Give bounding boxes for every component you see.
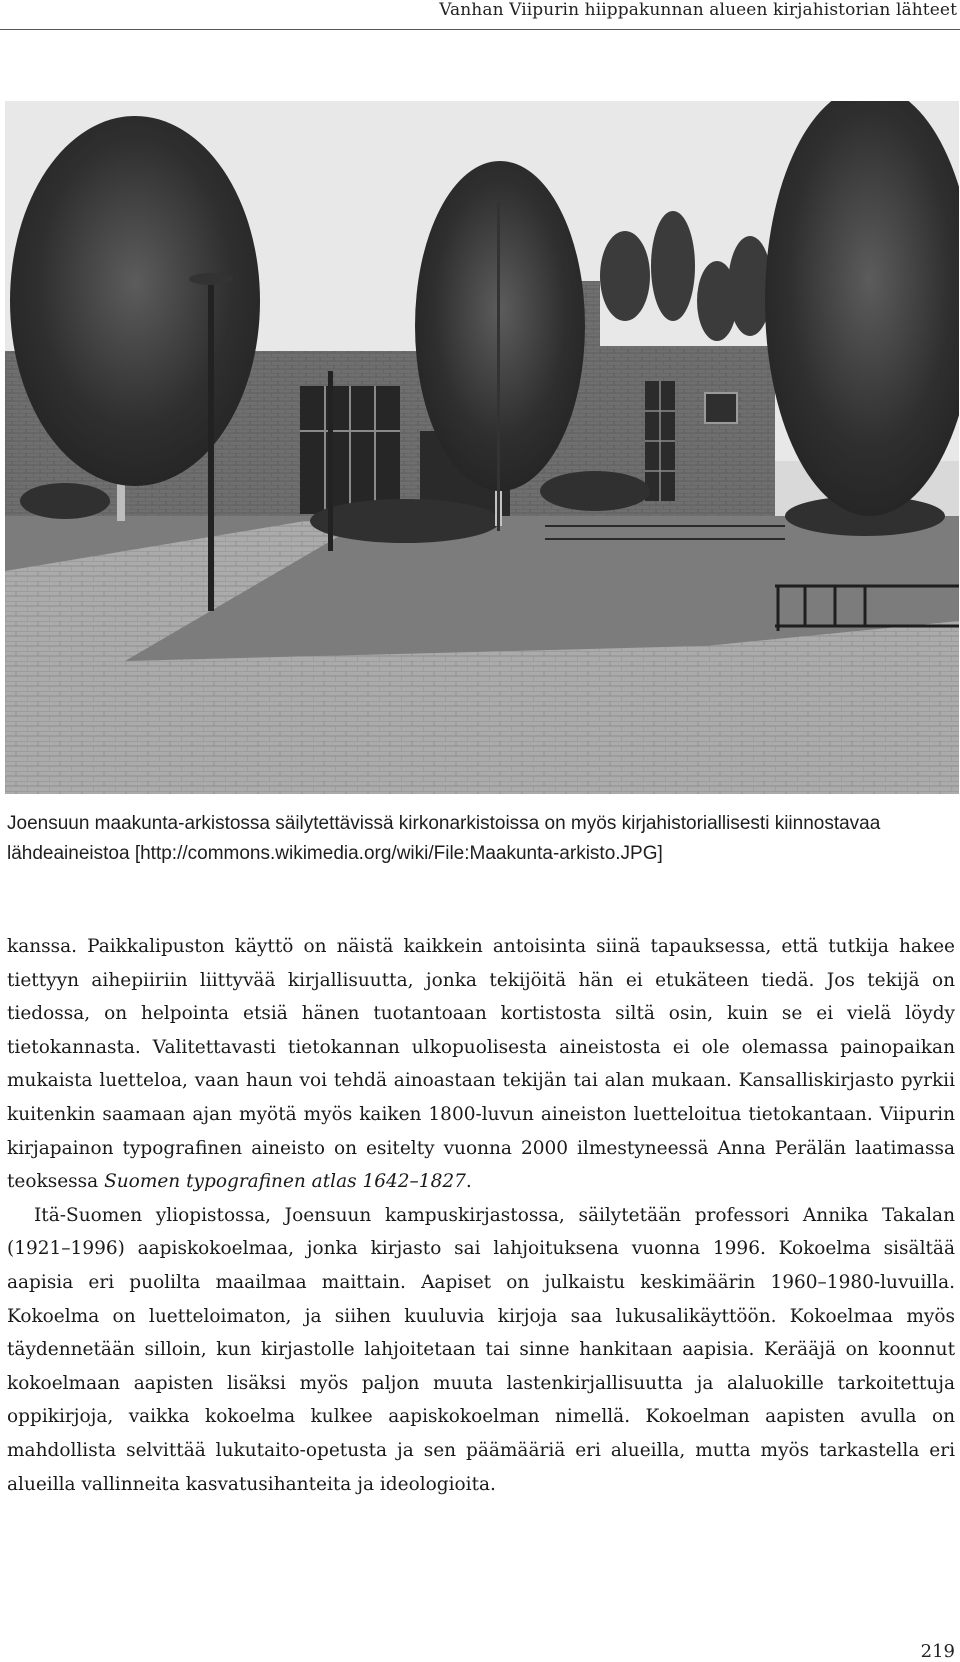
header-rule — [0, 29, 960, 30]
main-text — [7, 930, 955, 1501]
figure-caption — [7, 809, 953, 869]
caption-text: Joensuun maakunta-arkistossa säilytettävissä kirkonarkistoissa on myös kirjahistoriallisesti kiinnostavaa lähdeaineistoa [http://commons.wikimedia.org/wiki/File:Maakunta-arkisto.JPG] — [7, 813, 881, 864]
book-title: Suomen typografinen atlas 1642–1827 — [104, 1171, 466, 1193]
archive-building-photo — [5, 101, 959, 794]
paragraph-1 — [7, 930, 955, 1199]
running-head: Vanhan Viipurin hiippakunnan alueen kirjahistorian lähteet — [439, 0, 957, 20]
photo-illustration — [5, 101, 959, 794]
paragraph-1-text: kanssa. Paikkalipuston käyttö on näistä kaikkein antoisinta siinä tapauksessa, että tutkija hakee tiettyyn aihepiiriin liittyvää kirjallisuutta, jonka tekijöitä hän ei etukäteen tiedä. Jos tekijä on tiedossa, on helpointa etsiä hänen tuotantoaan kortistosta siltä osin, kuin se ei vielä löydy tietokannasta. Valitettavasti tietokannan ulkopuolisesta aineistosta ei ole olemassa painopaikan mukaista luetteloa, vaan haun voi tehdä ainoastaan tekijän tai alan mukaan. Kansalliskirjasto pyrkii kuitenkin saamaan ajan myötä myös kaiken 1800-luvun aineiston luetteloitua tietokantaan. Viipurin kirjapainon typografinen aineisto on esitelty vuonna 2000 ilmestyneessä Anna Perälän laatimassa teoksessa — [7, 936, 955, 1193]
page-number: 219 — [920, 1641, 955, 1662]
paragraph-2: Itä-Suomen yliopistossa, Joensuun kampuskirjastossa, säilytetään professori Annika Takalan (1921–1996) aapiskokoelmaa, jonka kirjasto sai lahjoituksena vuonna 1996. Kokoelma sisältää aapisia eri puolilta maailmaa maittain. Aapiset on julkaistu keskimäärin 1960–1980-luvuilla. Kokoelma on luetteloimaton, ja siihen kuuluvia kirjoja saa lukusalikäyttöön. Kokoelmaa myös täydennetään silloin, kun kirjastolle lahjoitetaan tai sinne hankitaan aapisia. Kerääjä on koonnut kokoelmaan aapisten lisäksi myös paljon muuta lastenkirjallisuutta ja alaluokille tarkoitettuja oppikirjoja, vaikka kokoelma kulkee aapiskokoelman nimellä. Kokoelman aapisten avulla on mahdollista selvittää lukutaito-opetusta ja sen päämääriä eri alueilla, mutta myös tarkastella eri alueilla vallinneita kasvatusihanteita ja ideologioita. — [7, 1204, 955, 1495]
paragraph-1-end: . — [465, 1171, 472, 1193]
